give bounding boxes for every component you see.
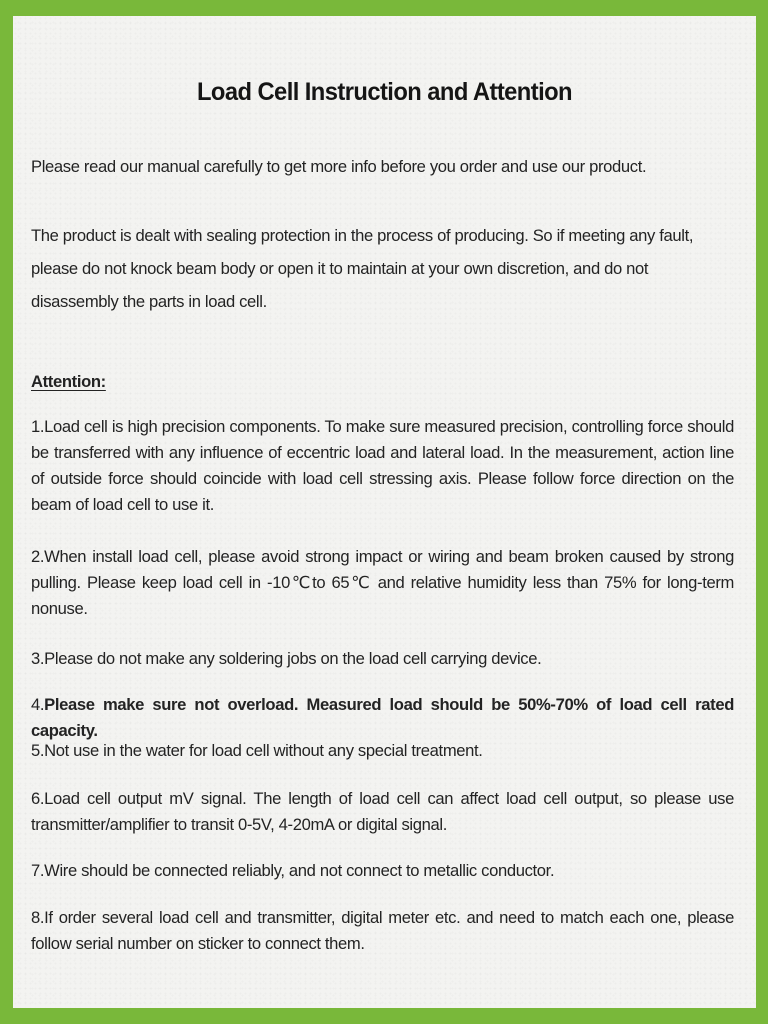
item-number: 7.	[31, 861, 45, 880]
instruction-sheet	[13, 16, 756, 1008]
item-number: 6.	[31, 789, 45, 808]
item-number: 3.	[31, 649, 45, 668]
item-text: Load cell is high precision components. To make sure measured precision, controlling force should be transferred with any influence of eccentric load and lateral load. In the measurement, action line of outside force should coincide with load cell stressing axis. Please follow force direction on the beam of load cell to use it.	[31, 417, 734, 514]
item-number: 8.	[31, 908, 45, 927]
item-text: Load cell output mV signal. The length of load cell can affect load cell output, so please use transmitter/amplifier to transit 0-5V, 4-20mA or digital signal.	[31, 789, 734, 834]
item-number: 4.	[31, 695, 45, 714]
sealing-paragraph: The product is dealt with sealing protection in the process of producing. So if meeting any fault, please do not knock beam body or open it to maintain at your own discretion, and do not disassembly the parts in load cell.	[31, 226, 694, 311]
attention-item-4	[31, 692, 734, 744]
attention-item-7	[31, 858, 734, 884]
attention-item-3	[31, 646, 734, 672]
attention-item-1	[31, 414, 734, 518]
attention-item-2	[31, 544, 734, 622]
item-number: 5.	[31, 741, 45, 760]
attention-item-5	[31, 738, 734, 764]
document-title: Load Cell Instruction and Attention	[196, 78, 572, 106]
item-text: Wire should be connected reliably, and not connect to metallic conductor.	[44, 861, 555, 880]
attention-heading: Attention:	[31, 372, 106, 391]
intro-paragraph: Please read our manual carefully to get more info before you order and use our product.	[31, 157, 647, 176]
item-text: When install load cell, please avoid strong impact or wiring and beam broken caused by strong pulling. Please keep load cell in -10℃to 65℃ and relative humidity less than 75% for long-term nonuse.	[31, 547, 734, 618]
item-text-emphasis: Please make sure not overload. Measured load should be 50%-70% of load cell rated capacity.	[31, 695, 734, 740]
item-number: 2.	[31, 547, 45, 566]
item-text: If order several load cell and transmitter, digital meter etc. and need to match each one, please follow serial number on sticker to connect them.	[31, 908, 734, 953]
item-number: 1.	[31, 417, 45, 436]
attention-item-6	[31, 786, 734, 838]
item-text: Not use in the water for load cell without any special treatment.	[44, 741, 483, 760]
attention-item-8	[31, 905, 734, 957]
item-text: Please do not make any soldering jobs on the load cell carrying device.	[44, 649, 542, 668]
